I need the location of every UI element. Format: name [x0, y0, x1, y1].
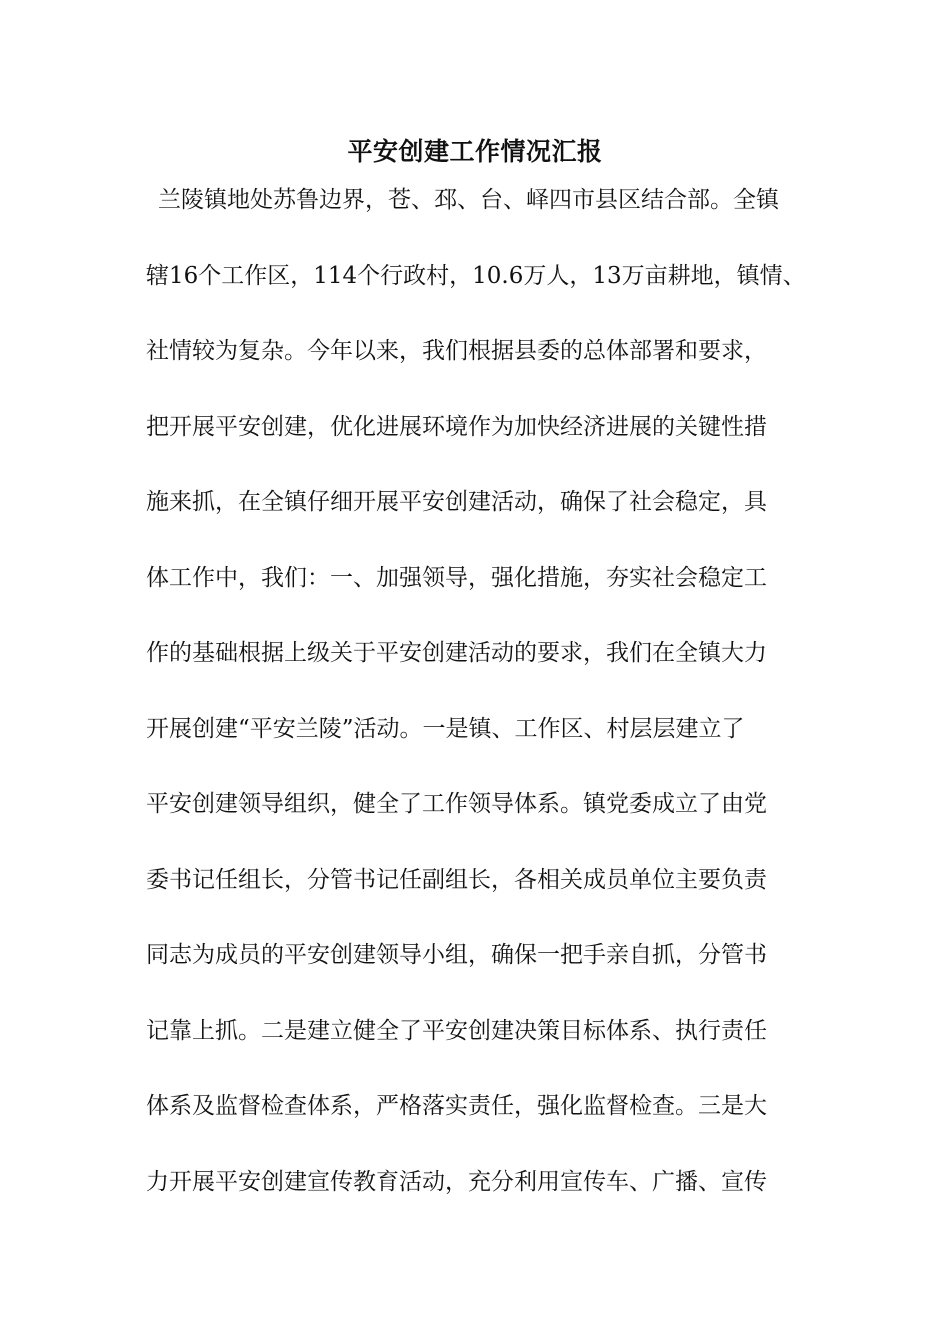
body-line: 施来抓，在全镇仔细开展平安创建活动，确保了社会稳定，具: [146, 489, 767, 515]
body-line: 把开展平安创建，优化进展环境作为加快经济进展的关键性措: [146, 413, 767, 440]
body-line: 开展创建“平安兰陵”活动。一是镇、工作区、村层层建立了: [146, 715, 745, 742]
body-line: 体工作中，我们：一、加强领导，强化措施，夯实社会稳定工: [146, 564, 767, 591]
body-line: 辖16个工作区，114个行政村，10.6万人，13万亩耕地，镇情、: [146, 262, 806, 289]
document-title: 平安创建工作情况汇报: [347, 137, 603, 166]
body-line: 记靠上抓。二是建立健全了平安创建决策目标体系、执行责任: [146, 1017, 767, 1044]
body-line: 社情较为复杂。今年以来，我们根据县委的总体部署和要求，: [146, 338, 767, 364]
body-line: 作的基础根据上级关于平安创建活动的要求，我们在全镇大力: [146, 640, 767, 666]
document-body: [146, 182, 826, 1239]
body-line: 同志为成员的平安创建领导小组，确保一把手亲自抓，分管书: [146, 942, 767, 968]
body-line: 平安创建领导组织，健全了工作领导体系。镇党委成立了由党: [146, 791, 767, 817]
body-line: 兰陵镇地处苏鲁边界，苍、邳、台、峄四市县区结合部。全镇: [158, 187, 779, 213]
body-line: 委书记任组长，分管书记任副组长，各相关成员单位主要负责: [146, 866, 767, 893]
body-line: 体系及监督检查体系，严格落实责任，强化监督检查。三是大: [146, 1093, 767, 1119]
body-line: 力开展平安创建宣传教育活动，充分利用宣传车、广播、宣传: [146, 1168, 767, 1195]
